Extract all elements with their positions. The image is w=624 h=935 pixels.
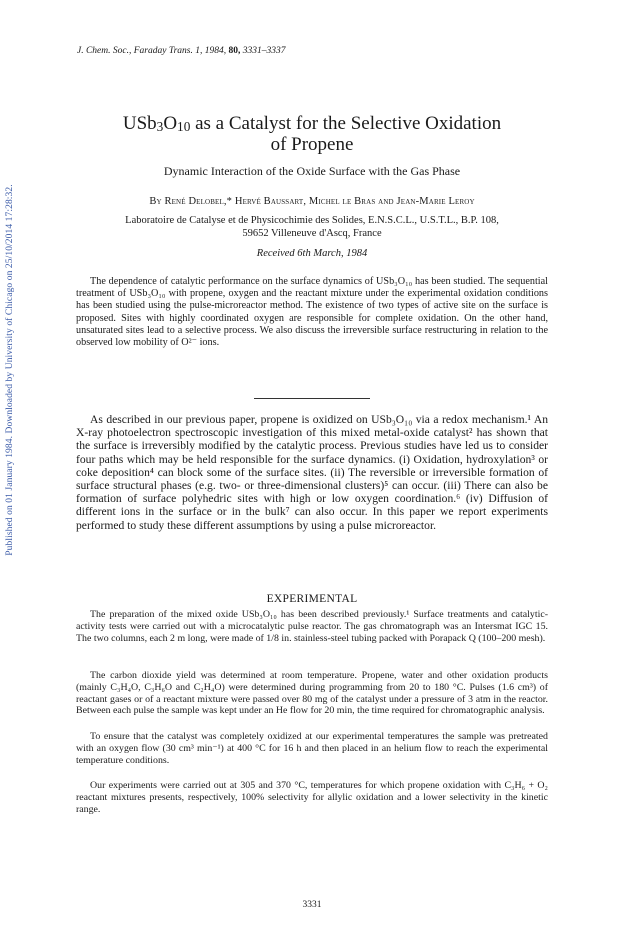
download-watermark-text: Published on 01 January 1984. Downloaded by University of Chicago on 25/10/2014 17:28:32. xyxy=(5,184,15,556)
article-subtitle: Dynamic Interaction of the Oxide Surface with the Gas Phase xyxy=(163,164,461,178)
experimental-paragraph: The preparation of the mixed oxide USb₃O₁₀ has been described previously.¹ Surface treatments and catalytic-activity tests were carried out with a microcatalytic pulse reactor. The gas chromatograph was an Intersmat IGC 15. The two columns, each 2 m long, were made of 1/8 in. stainless-steel tubing packed with Porapack Q (100–200 mesh). xyxy=(76,609,548,644)
introduction-paragraph: As described in our previous paper, propene is oxidized on USb₃O₁₀ via a redox mechanism.¹ An X-ray photoelectron spectroscopic investigation of this mixed metal-oxide catalyst² has shown that the surface is irreversibly modified by the catalytic process. Previous studies have led us to consider four paths which may be held responsible for the surface dynamics. (i) Oxidation, hydroxylation³ or coke deposition⁴ can block some of the surface sites. (ii) The reversible or irreversible formation of surface structural phases (e.g. two- or three-dimensional clusters)⁵ can occur. (iii) There can also be formation of surface polyhedric sites with high or low oxygen coordination.⁶ (iv) Diffusion of different ions in the surface or in the bulk⁷ can also occur. In this paper we report experiments performed to study these different assumptions by using a pulse microreactor. xyxy=(76,413,548,532)
experimental-paragraph: Our experiments were carried out at 305 and 370 °C, temperatures for which propene oxidation with C₃H₆ + O₂ reactant mixtures presents, respectively, 100% selectivity for allylic oxidation and a lower selectivity in the kinetic range. xyxy=(76,780,548,815)
affiliation-line1: Laboratoire de Catalyse et de Physicochimie des Solides, E.N.S.C.L., U.S.T.L., B.P. 108, xyxy=(125,215,499,226)
journal-volume: 80, xyxy=(228,46,241,56)
author-list: By René Delobel,* Hervé Baussart, Michel le Bras and Jean-Marie Leroy xyxy=(149,196,475,207)
experimental-paragraph: To ensure that the catalyst was completely oxidized at our experimental temperatures the sample was pretreated with an oxygen flow (30 cm³ min⁻¹) at 400 °C for 16 h and then placed in an helium flow to reach the experimental temperature conditions. xyxy=(76,731,548,766)
title-formula-usb: USb xyxy=(122,113,157,134)
title-formula-o: O xyxy=(163,113,178,134)
article-title-line2: of Propene xyxy=(270,134,354,155)
title-line1-text: as a Catalyst for the Selective Oxidation xyxy=(190,113,502,134)
article-title xyxy=(50,113,574,135)
abstract: The dependence of catalytic performance on the surface dynamics of USb₃O₁₀ has been studied. The sequential treatment of USb₃O₁₀ with propene, oxygen and the reactant mixture under the experimental oxidation conditions has been studied using the pulse-microreactor method. The existence of two types of active site on the surface is proposed. Sites with highly coordinated oxygen are responsible for complete oxidation. On the other hand, unsaturated sites lead to a selective process. We also discuss the irreversible surface restructuring in relation to the observed low mobility of O²⁻ ions. xyxy=(76,276,548,349)
download-watermark xyxy=(2,150,18,590)
affiliation-line2: 59652 Villeneuve d'Ascq, France xyxy=(242,228,382,239)
journal-citation xyxy=(77,46,285,56)
section-heading-experimental: EXPERIMENTAL xyxy=(266,593,358,605)
journal-pages: 3331–3337 xyxy=(242,46,286,56)
page-number: 3331 xyxy=(302,900,322,910)
experimental-paragraph: The carbon dioxide yield was determined at room temperature. Propene, water and other oxidation products (mainly C₃H₄O, C₃H₆O and C₂H₄O) were determined during programming from 20 to 180 °C. Pulses (1.6 cm³) of reactant gases or of a reactant mixture were passed over 80 mg of the catalyst under a pressure of 3 atm in the reactor. Between each pulse the sample was kept under an He flow for 20 min, the time required for chromatographic analysis. xyxy=(76,670,548,717)
title-sub-10: 10 xyxy=(177,119,191,134)
section-divider xyxy=(254,398,370,399)
journal-year: 1984, xyxy=(204,46,227,56)
received-date: Received 6th March, 1984 xyxy=(256,248,368,259)
journal-name: J. Chem. Soc., Faraday Trans. 1, xyxy=(77,46,203,56)
title-sub-3: 3 xyxy=(156,119,164,134)
